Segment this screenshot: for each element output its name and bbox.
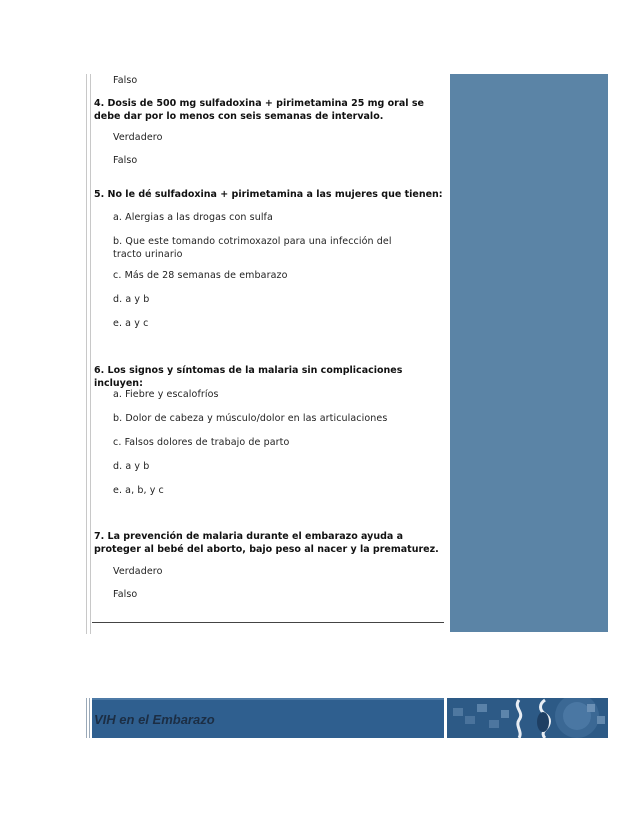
q5-option-a: a. Alergias a las drogas con sulfa [113,212,273,223]
q5-option-d: d. a y b [113,294,150,305]
question-5: 5. No le dé sulfadoxina + pirimetamina a las mujeres que tienen: [94,189,443,200]
question-7: 7. La prevención de malaria durante el embarazo ayuda a proteger al bebé del aborto, bajo peso al nacer y la prematurez. [94,531,439,555]
q5-option-b: b. Que este tomando cotrimoxazol para una infección del tracto urinario [113,236,392,260]
side-panel [450,74,608,632]
q6-option-a: a. Fiebre y escalofríos [113,389,219,400]
left-margin-rule [86,74,87,634]
footer-title: VIH en el Embarazo [94,712,215,727]
q7-option-false: Falso [113,589,138,600]
question-6: 6. Los signos y síntomas de la malaria sin complicaciones incluyen: [94,365,403,389]
q5-option-c: c. Más de 28 semanas de embarazo [113,270,288,281]
q4-option-false: Falso [113,155,138,166]
q6-option-b: b. Dolor de cabeza y músculo/dolor en las articulaciones [113,413,388,424]
q6-option-e: e. a, b, y c [113,485,164,496]
q5-option-e: e. a y c [113,318,149,329]
q7-option-true: Verdadero [113,566,163,577]
footer-pregnancy-illustration [447,698,608,738]
q4-option-true: Verdadero [113,132,163,143]
q6-option-c: c. Falsos dolores de trabajo de parto [113,437,290,448]
footer-band [92,698,444,738]
content-bottom-rule [92,622,444,623]
q6-option-d: d. a y b [113,461,150,472]
question-4: 4. Dosis de 500 mg sulfadoxina + pirimetamina 25 mg oral se debe dar por lo menos con seis semanas de intervalo. [94,98,424,122]
left-margin-rule-inner [90,74,91,634]
pregnancy-silhouette-icon [447,698,608,738]
q3-option-false: Falso [113,75,138,86]
